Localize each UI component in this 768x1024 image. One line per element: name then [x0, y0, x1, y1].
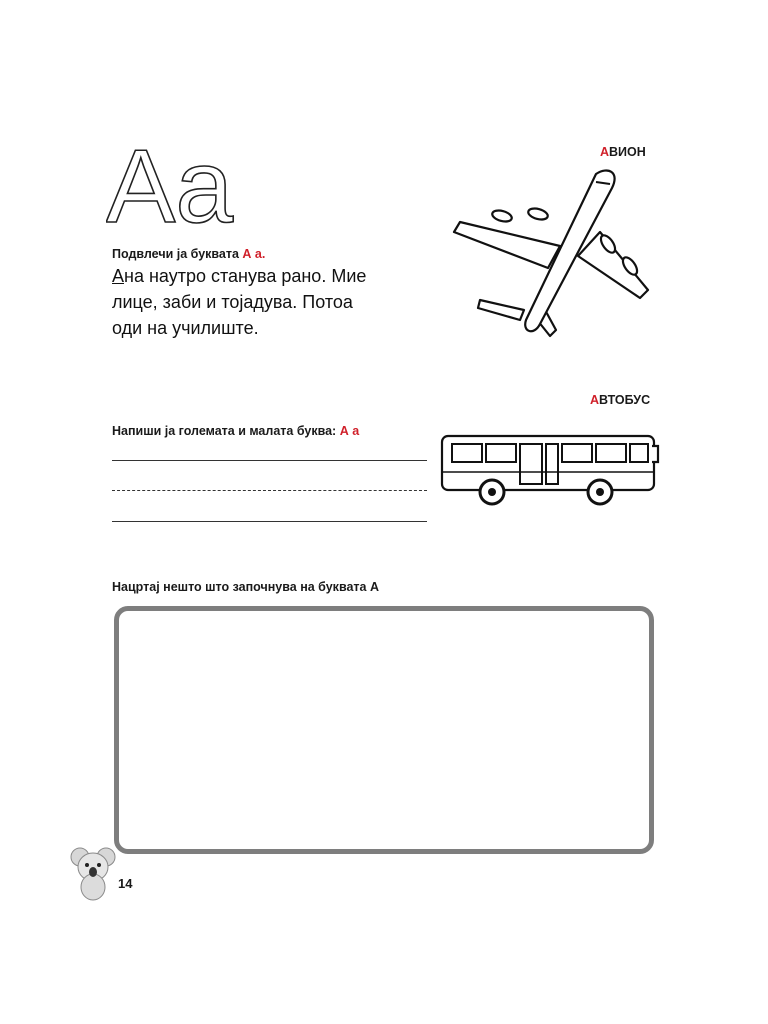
bus-label: АВТОБУС	[590, 393, 651, 407]
paragraph-line-3: оди на училиште.	[112, 318, 259, 338]
airplane-icon	[440, 160, 660, 350]
outline-letters-aa	[106, 138, 246, 234]
writing-line-solid-top[interactable]	[112, 460, 427, 461]
task-write-instruction: Напиши ја големата и малата буква: А а	[112, 424, 360, 438]
koala-icon	[70, 845, 116, 901]
task-underline-instruction: Подвлечи ја буквата А а.	[112, 247, 266, 261]
drawing-area[interactable]	[114, 606, 654, 854]
reading-paragraph	[112, 263, 412, 341]
writing-line-dashed[interactable]	[112, 490, 427, 491]
paragraph-line-2: лице, заби и тојадува. Потоа	[112, 292, 353, 312]
writing-line-solid-bottom[interactable]	[112, 521, 427, 522]
paragraph-line-1: Ана наутро станува рано. Мие	[112, 266, 367, 286]
task-draw-instruction: Нацртај нешто што започнува на буквата А	[112, 580, 379, 594]
bus-icon	[440, 432, 662, 508]
airplane-label: АВИОН	[600, 145, 646, 159]
page-number: 14	[118, 876, 133, 891]
outline-letter-text: Aa	[106, 138, 234, 234]
